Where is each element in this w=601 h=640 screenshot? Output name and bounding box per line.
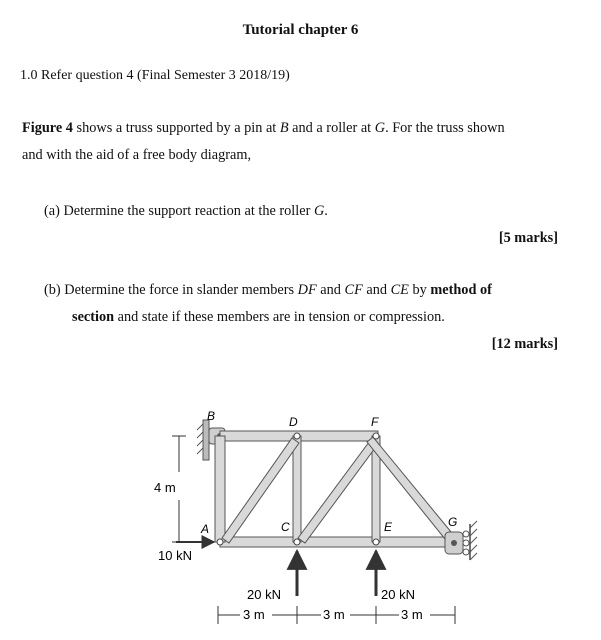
intro-text-mid: and a roller at [288, 120, 375, 136]
question-b-marks: [12 marks] [491, 336, 558, 352]
span-label-2: 3 m [323, 607, 345, 622]
question-b-by: by [408, 282, 431, 298]
question-a-marks: [5 marks] [498, 230, 558, 246]
horizontal-load-label: 10 kN [158, 548, 192, 563]
member-cf: CF [344, 282, 363, 298]
question-b-and-2: and [362, 282, 391, 298]
intro-line-2: and with the aid of a free body diagram, [22, 147, 252, 163]
truss-members [215, 431, 456, 547]
question-a [44, 203, 328, 220]
question-b-text: (b) Determine the force in slander members [44, 282, 298, 298]
intro-line-1 [22, 120, 505, 137]
load-label-e: 20 kN [381, 587, 415, 602]
pin-point: B [279, 120, 289, 136]
question-a-end: . [324, 203, 328, 219]
node-label-c: C [281, 520, 290, 534]
node-label-e: E [384, 520, 393, 534]
question-a-text: (a) Determine the support reaction at the roller [44, 203, 314, 219]
question-a-point: G [313, 203, 325, 219]
span-label-3: 3 m [401, 607, 423, 622]
member-df: DF [297, 282, 317, 298]
question-b-line-1 [44, 282, 492, 299]
height-label: 4 m [154, 480, 176, 495]
intro-text-end: . For the truss shown [385, 120, 505, 136]
node-label-f: F [371, 415, 379, 429]
node-label-d: D [289, 415, 298, 429]
figure-reference: Figure 4 [22, 120, 73, 136]
node-label-g: G [448, 515, 458, 529]
question-b-line-2 [72, 309, 445, 326]
section-label: section [72, 309, 115, 325]
question-reference: 1.0 Refer question 4 (Final Semester 3 2018/19) [20, 68, 290, 83]
span-label-1: 3 m [243, 607, 265, 622]
question-b-rest: and state if these members are in tension or compression. [114, 309, 445, 325]
intro-text: shows a truss supported by a pin at [72, 120, 280, 136]
truss-figure [0, 400, 601, 640]
node-label-a: A [201, 522, 210, 536]
method-of-label: method of [430, 282, 492, 298]
node-label-b: B [207, 409, 216, 423]
roller-point: G [374, 120, 386, 136]
question-b-and-1: and [316, 282, 345, 298]
page-title: Tutorial chapter 6 [242, 22, 359, 38]
load-label-c: 20 kN [247, 587, 281, 602]
member-ce: CE [390, 282, 409, 298]
